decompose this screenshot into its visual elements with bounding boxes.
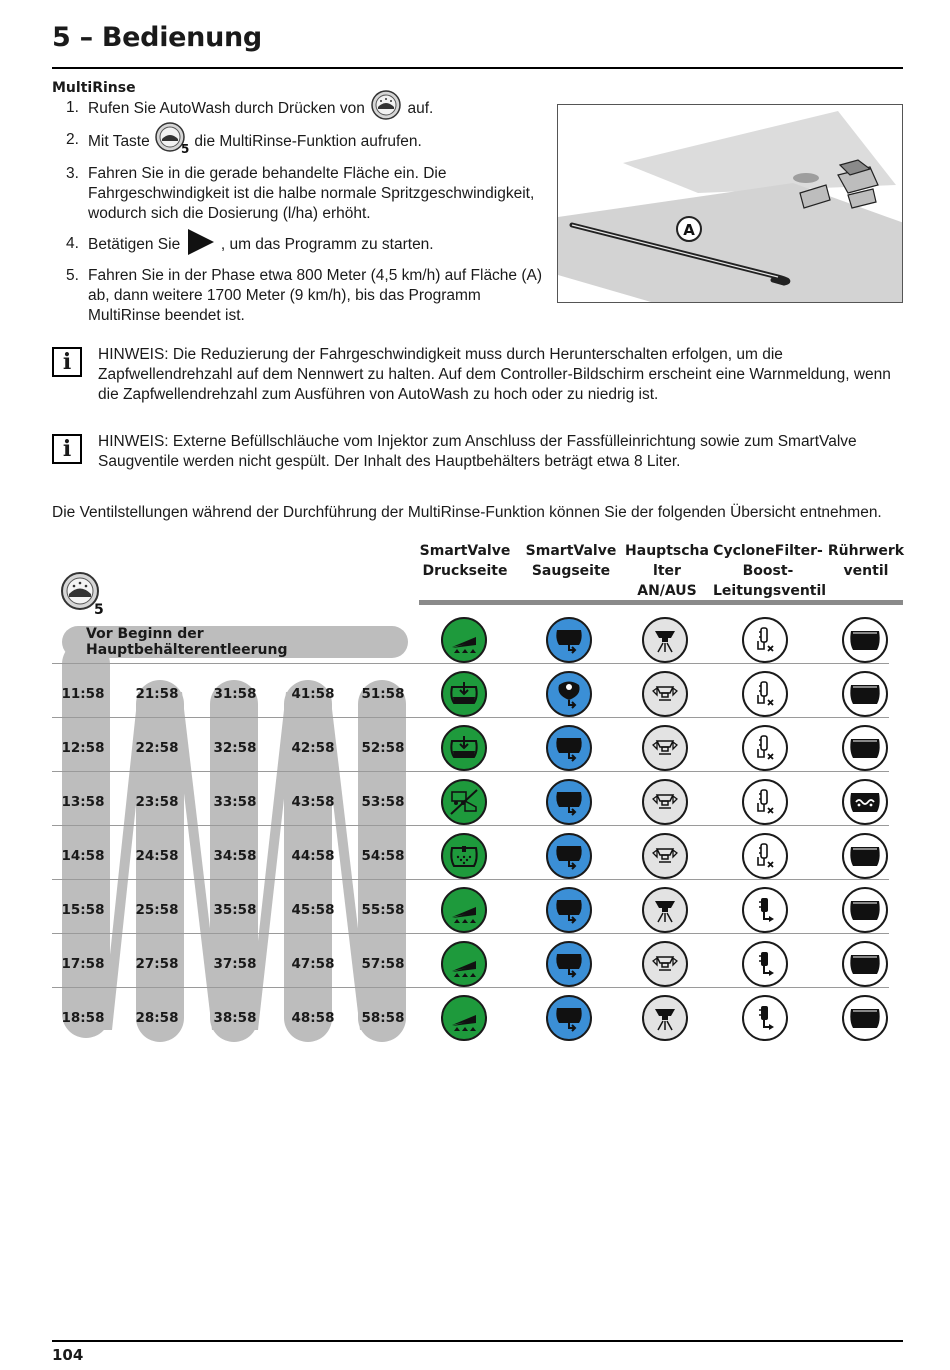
boom-nozzles-icon [441,995,487,1041]
tank-suction-icon [546,941,592,987]
column-header-cyclonefilter: CycloneFilter- Boost- Leitungsventil [713,543,827,599]
tank-rinse-crossed-icon [441,779,487,825]
footer-divider [52,1340,903,1342]
step-text: Mit Taste [88,133,150,151]
tank-fill-icon [441,725,487,771]
agitator-off-icon [842,671,888,717]
chapter-title: 5 – Bedienung [52,22,262,53]
time-cell: 38:58 [213,1010,257,1026]
tank-suction-icon [546,725,592,771]
filter-valve-closed-icon [742,779,788,825]
section-title: MultiRinse [52,80,136,96]
column-header-ruehrwerk: Rührwerk ventil [827,543,905,579]
column-header-smartvalve-druckseite: SmartValve Druckseite [419,543,511,579]
time-cell: 45:58 [291,902,335,918]
time-cell: 11:58 [61,686,105,702]
step-text: die MultiRinse-Funktion aufrufen. [194,133,422,151]
time-cell: 47:58 [291,956,335,972]
step-2 [52,130,552,154]
agitator-off-icon [842,995,888,1041]
time-cell: 18:58 [61,1010,105,1026]
time-cell: 37:58 [213,956,257,972]
time-cell: 23:58 [135,794,179,810]
multirinse-5-header-icon [58,570,108,616]
page-number: 104 [52,1346,84,1364]
step-1 [52,98,552,120]
time-cell: 21:58 [135,686,179,702]
svg-text:5: 5 [94,602,104,616]
main-switch-on-icon [642,887,688,933]
filter-valve-closed-icon [742,725,788,771]
row-divider [52,771,889,772]
agitator-off-icon [842,617,888,663]
step-text: Fahren Sie in der Phase etwa 800 Meter (4,5 km/h) auf Fläche (A) ab, dann weitere 1700 Meter (9 km/h), bis das Programm MultiRinse beendet ist. [88,267,543,324]
header-divider [52,67,903,69]
filter-valve-closed-icon [742,833,788,879]
row-divider [52,663,889,664]
info-icon: i [52,434,82,464]
tank-suction-icon [546,995,592,1041]
boom-nozzles-icon [441,887,487,933]
filter-valve-open-icon [742,941,788,987]
step-text: auf. [407,100,434,118]
note-text: HINWEIS: Die Reduzierung der Fahrgeschwindigkeit muss durch Herunterschalten erfolgen, um die Zapfwellendrehzahl auf dem Nennwert zu halten. Auf dem Controller-Bildschirm erscheint eine Warnmeldung, wenn die Zapfwellendrehzahl zum Ausführen von AutoWash zu hoch oder zu niedrig ist. [98,346,891,403]
time-cell: 14:58 [61,848,105,864]
tank-fill-icon [441,671,487,717]
tank-suction-icon [546,833,592,879]
step-text: Rufen Sie AutoWash durch Drücken von [88,100,365,118]
step-3 [52,164,552,224]
play-triangle-icon [185,228,217,256]
column-header-hauptschalter: Hauptscha lter AN/AUS [625,543,709,599]
boom-nozzles-icon [441,941,487,987]
table-intro: Die Ventilstellungen während der Durchführung der MultiRinse-Funktion können Sie der folgenden Übersicht entnehmen. [52,504,882,521]
time-cell: 55:58 [361,902,405,918]
main-switch-off-icon [642,833,688,879]
filter-valve-closed-icon [742,671,788,717]
time-cell: 27:58 [135,956,179,972]
figure-marker-label: A [683,221,695,239]
note-text: HINWEIS: Externe Befüllschläuche vom Injektor zum Anschluss der Fassfülleinrichtung sowie zum SmartValve Saugventile werden nicht gespült. Der Inhalt des Hauptbehälters beträgt etwa 8 Liter. [98,433,857,470]
header-rule [419,600,903,605]
main-switch-off-icon [642,725,688,771]
filter-valve-closed-icon [742,617,788,663]
step-text: Betätigen Sie [88,236,181,254]
agitator-on-icon [842,779,888,825]
time-cell: 53:58 [361,794,405,810]
time-cell: 42:58 [291,740,335,756]
main-switch-off-icon [642,779,688,825]
row-divider [52,933,889,934]
agitator-off-icon [842,725,888,771]
tank-suction-icon [546,779,592,825]
note-1 [52,345,904,405]
svg-text:5: 5 [181,142,190,154]
agitator-off-icon [842,887,888,933]
time-cell: 28:58 [135,1010,179,1026]
info-icon: i [52,347,82,377]
row-divider [52,825,889,826]
time-cell: 32:58 [213,740,257,756]
time-cell: 52:58 [361,740,405,756]
time-cell: 17:58 [61,956,105,972]
row-divider [52,879,889,880]
agitator-off-icon [842,941,888,987]
step-text: , um das Programm zu starten. [220,236,434,254]
boom-nozzles-icon [441,617,487,663]
step-5 [52,266,552,326]
time-cell: 25:58 [135,902,179,918]
tank-suction-icon [546,887,592,933]
main-switch-on-icon [642,617,688,663]
column-header-smartvalve-saugseite: SmartValve Saugseite [525,543,617,579]
time-cell: 31:58 [213,686,257,702]
time-cell: 33:58 [213,794,257,810]
main-switch-on-icon [642,995,688,1041]
time-cell: 58:58 [361,1010,405,1026]
time-cell: 13:58 [61,794,105,810]
note-2 [52,432,904,472]
time-cell: 35:58 [213,902,257,918]
step-number: 2. [66,131,79,148]
time-cell: 41:58 [291,686,335,702]
main-switch-off-icon [642,941,688,987]
row-divider [52,717,889,718]
time-cell: 43:58 [291,794,335,810]
step-number: 4. [66,235,79,252]
step-text: Fahren Sie in die gerade behandelte Fläche ein. Die Fahrgeschwindigkeit ist die halbe normale Spritzgeschwindigkeit, wodurch sich die Dosierung (l/ha) erhöht. [88,165,535,222]
step-4 [52,234,552,256]
tank-suction-icon [546,617,592,663]
tank-wash-nozzle-icon [441,833,487,879]
step-list [52,98,552,336]
multirinse-5-button-icon [154,122,190,154]
time-cell: 34:58 [213,848,257,864]
time-cell: 57:58 [361,956,405,972]
filter-valve-open-icon [742,887,788,933]
filter-valve-open-icon [742,995,788,1041]
time-cell: 24:58 [135,848,179,864]
first-row-label: Vor Beginn der Hauptbehälterentleerung [62,626,408,658]
time-cell: 12:58 [61,740,105,756]
step-number: 5. [66,267,79,284]
time-cell: 51:58 [361,686,405,702]
agitator-off-icon [842,833,888,879]
tank-drain-icon [546,671,592,717]
field-illustration [557,104,903,303]
time-cell: 22:58 [135,740,179,756]
time-cell: 15:58 [61,902,105,918]
time-cell: 48:58 [291,1010,335,1026]
main-switch-off-icon [642,671,688,717]
step-number: 3. [66,165,79,182]
row-divider [52,987,889,988]
step-number: 1. [66,99,79,116]
time-cell: 44:58 [291,848,335,864]
time-cell: 54:58 [361,848,405,864]
autowash-button-icon [369,90,403,120]
